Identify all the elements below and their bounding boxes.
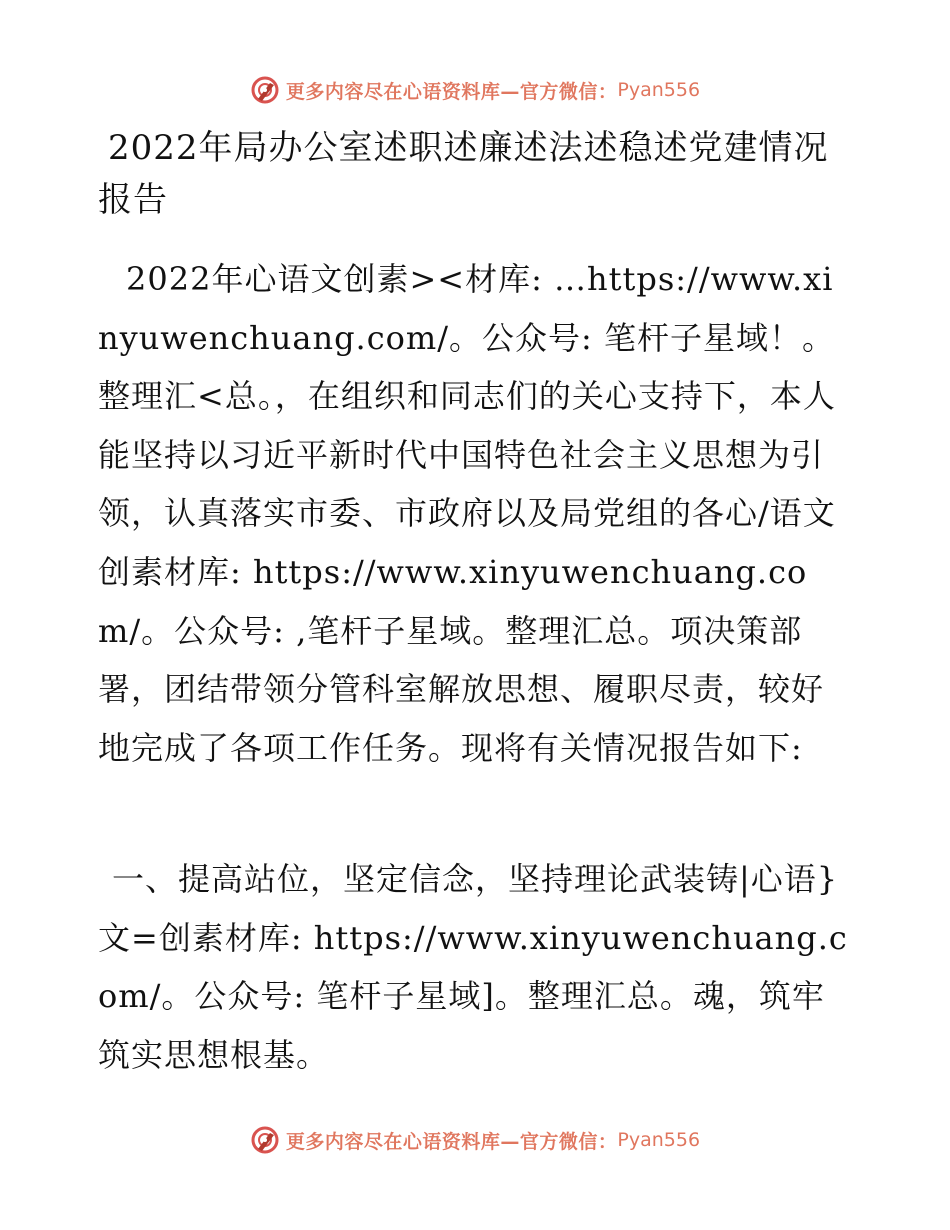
body-paragraph: 2022年心语文创素><材库: …https://www.xinyuwenchuang.com/。公众号: 笔杆子星域！。整理汇<总。，在组织和同志们的关心支持下，本人能坚持以习近平新时代中国特色社会主义思想为引领，认真落实市委、市政府以及局党组的各心/语文创素材库: https://www.xinyuwenchuang.com/。公众号: ,笔杆子星域。整理汇总。项决策部署，团结带领分管科室解放思想、履职尽责，较好地完成了各项工作任务。现将有关情况报告如下: bbox=[98, 260, 836, 767]
header-banner bbox=[0, 70, 950, 110]
banner-contact: Pyan556 bbox=[617, 1129, 701, 1151]
pen-nib-logo-icon bbox=[250, 1125, 280, 1155]
banner-text: 更多内容尽在心语资料库—官方微信： bbox=[285, 80, 618, 103]
banner-contact: Pyan556 bbox=[617, 79, 701, 101]
footer-banner bbox=[0, 1120, 950, 1160]
banner-text: 更多内容尽在心语资料库—官方微信： bbox=[285, 1130, 618, 1153]
pen-nib-logo-icon bbox=[250, 75, 280, 105]
document-title: 2022年局办公室述职述廉述法述稳述党建情况报告 bbox=[98, 128, 829, 220]
body-paragraph: 一、提高站位，坚定信念，坚持理论武装铸|心语}文=创素材库: https://www.xinyuwenchuang.com/。公众号: 笔杆子星域]。整理汇总。魂，筑牢筑实思想根基。 bbox=[98, 860, 848, 1074]
